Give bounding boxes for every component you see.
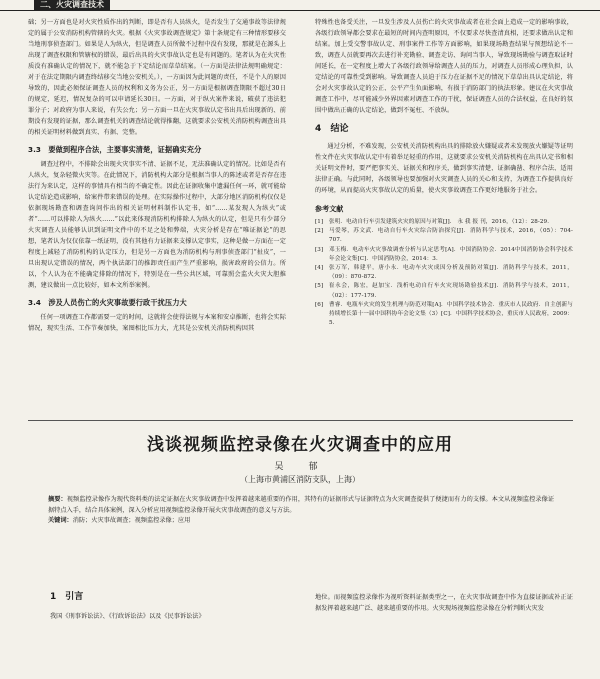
abstract-label: 摘要： — [48, 496, 67, 503]
reference-text: 张明．电动自行车引发建筑火灾的原因与对策[J]． 永 我 报 刊，2016，（12）：28-29． — [329, 219, 553, 225]
references-heading: 参考文献 — [315, 205, 344, 213]
left-column — [28, 17, 286, 334]
keywords-text: 消防；火灾事故调查；视频监控录像；应用 — [72, 517, 191, 524]
article-author: 吴 郁 — [274, 462, 326, 472]
reference-list — [315, 218, 573, 328]
article-title: 浅谈视频监控录像在火灾调查中的应用 — [147, 435, 453, 455]
section-heading: 3.4 涉及人员伤亡的火灾事故要行政干扰压力大 — [28, 298, 187, 307]
paragraph: 调查过程中，不排除会出现火灾事实不清、证据不足，无法准确认定的情况。比如是否有人纵火，复杂轻微火灾等。在此情况下，消防机构大部分是根据当事人的陈述或者是否存在违法行为来认定，这样的事情具有相当的不确定性。因此在证据收集中遗漏任何一环，就可能给认定结论造成影响，给案件带来错误的处理。在实际操作过程中，大部分地区消防机构仅仅是依据现场勘查和调查询问作出的相关证明材料制作认定书，如“……某发现人为纵火”或者“……可以排除人为纵火……”以此来体现消防机构排除人为纵火的认定，但是只有少部分火灾调查人员能够认识到证明文件中的不足之处和弊端，火灾分析是存在“唯证据论”的思想，笔者认为仅仅依靠一纸证明，没有其他有力证据来支撑认定事实，这种是做一方面在一定程度上减轻了消防机构的认定压力，但是另一方面也为消防机构与刑事侦查部门“扯皮”，一旦出现认定错误的情况，两个执法部门的推卸责任而产生严重影响，损害政府的公信力。所以，个人认为在不能确定排除的情况下，特别是在一些公共区域，可靠照会监火火灾大胆推测，建议做出一点比较好，如本文所举案例。 — [28, 161, 286, 289]
section-heading: 1 引言 — [50, 592, 84, 602]
keywords-label: 关键词： — [48, 517, 73, 524]
paragraph: 特殊性也备受关注，一旦发生涉及人员伤亡的火灾事故或者在社会面上造成一定的影响事故，各级行政领导都会要求在最短的时间内查明原因，不仅要求尽快查清真相，还要求做出认定和结案。加上受交警事故认定、刑事案件工作等方面影响，如果现场勘查结果与预想结论不一致，调查人员就要再次去进行补充勘验、调查走访、询问当事人，导致现场勘验与调查取证时间延长，在一定程度上增大了各级行政领导给调查人员的压力，对调查人员形成心理负担，认定结论的可靠性受到影响。导致调查人员迫于压力在证据不足的情况下草草出具认定结论，将会对火灾事故认定的公正、公平产生负面影响，有损于消防部门的执法形象。建议在火灾事故调查工作中，尽可能减少外界因素对调查工作的干扰，保证调查人员的合法权益，在良好的氛围中做出正确的认定结论，做到不冤枉、不放纵。 — [315, 19, 573, 114]
reference-number: [6] — [315, 301, 324, 308]
paragraph: 础；另一方面也是对火灾性质作出的判断，即是否有人员纵火，是否发生了交通事故等法律规定的属于公安消防机构管辖的火灾。根据《火灾事故调查规定》第十条规定有三种情形要移交当地刑事侦查部门。如果是人为纵火，但是调查人员所做不过程中没有发现，那就是在源头上出现了调查权限和管辖权的错误，最后出具的火灾事故认定也是有问题的。笔者认为在火灾性质没有准确认定的情况下，就不能急于下定结论而草草结案。（一方面是法律法规明确规定：对于在法定期限内调查终结移交当地公安机关。），一方面因为此问题的责任，不是个人的原因导致的，因此必须保证调查人员的权利和义务为公正，另一方面是根据调查期限不超过30日的规定，延迟，情况复杂的可以申请延长30日。一方面，对于纵火案件来说，破获了违法犯罪分子；对政府为事人来说，有失公允；另一方面一旦在火灾事故认定书出具后出现新的、前期没有发现的证据，那么调查机关的调查结论就得推翻，这就要求公安机关消防机构调查出具的相关证明材料做到真实、有据、完整。 — [28, 19, 286, 136]
reference-item — [315, 227, 573, 245]
reference-item — [315, 246, 573, 264]
right-column — [315, 17, 573, 328]
reference-text: 张万军，韩建平，唐小永．电动车火灾成因分析及预防对策[J]．消防科学与技术，2011，（09）：870-872． — [329, 265, 573, 281]
intro-left-column — [50, 592, 286, 622]
reference-item — [315, 301, 573, 329]
reference-text: 邓玉梅．电动车火灾事故调查分析与认定思考[A]．中国消防协会．2014中国消防协会科学技术年会论文集[C]．中国消防协会，2014：3． — [329, 246, 573, 262]
paragraph: 地位。而视频监控录像作为视听资料证据类型之一，在火灾事故调查中作为直接证据或补正证据发挥着越来越广泛、越来越重要的作用。火灾现场视频监控录像在分析判断火灾发 — [315, 594, 573, 612]
reference-text: 崔永会，陈宏，赵加宝．浅析电动自行车火灾现场勘验技术[J]．消防科学与技术，2011，（02）：177-179． — [329, 283, 573, 299]
abstract — [48, 495, 554, 516]
reference-item — [315, 218, 573, 227]
article-affiliation: （上海市黄浦区消防支队，上海） — [240, 475, 360, 484]
section-heading: 3.3 要做到程序合法，主要事实清楚，证据确实充分 — [28, 145, 202, 154]
paragraph: 任何一项调查工作都需要一定的时间，这就将会使得法规与本案和安卓推断，也将会实际情况，现实生活、工作节奏加快，案图相比压力大，尤其是公安机关消防机构因其 — [28, 314, 286, 332]
reference-number: [4] — [315, 265, 324, 272]
reference-item — [315, 264, 573, 282]
paragraph: 我国《刑事诉讼法》、《行政诉讼法》以及《民事诉讼法》 — [50, 613, 205, 620]
article-divider — [28, 420, 573, 421]
reference-number: [2] — [315, 228, 324, 235]
section-heading: 4 结论 — [315, 124, 349, 134]
section-tag: 二、火灾调查技术 — [34, 0, 110, 10]
reference-item — [315, 282, 573, 300]
reference-text: 曹睿．电瓶车火灾的发生机理与防范对策[A]．中国科学技术协会．重庆市人民政府．自主创新与持续增长第十一届中国科协年会论文集（3）[C]．中国科学技术协会，重庆市人民政府，2009：5． — [329, 301, 573, 327]
abstract-block — [48, 495, 554, 527]
intro-right-column — [315, 592, 573, 614]
keywords — [48, 516, 554, 527]
reference-number: [3] — [315, 246, 324, 253]
reference-text: 马爱琴，苏文武．电动自行车火灾综合防治探究[J]．消防科学与技术，2016，（05）：704-707． — [329, 228, 573, 244]
paragraph: 通过分析，不难发现，公安机关消防机构出具的排除放火嫌疑或者未发现放火嫌疑等证明性文件在火灾事故认定中有着举足轻重的作用，这就要求公安机关消防机构在出具认定书和相关证明文件时，要严把事实关、证据关和程序关，做到事实清楚、证据确凿、程序合法、适用法律正确。与此同时，各级领导也要加强对火灾调查人员的关心和支持，为调查工作提供良好的环境，从而提高火灾事故认定的质量，使火灾事故调查工作更好地服务于社会。 — [315, 143, 573, 194]
page-header — [0, 0, 600, 11]
reference-number: [5] — [315, 283, 324, 290]
reference-number: [1] — [315, 219, 324, 225]
abstract-text: 视频监控录像作为现代资料类的法定证据在火灾事故调查中发挥着越来越重要的作用，其特有的证据形式与证据特点为火灾调查提供了便捷而有力的支撑。本文从视频监控录像证据特点入手，结合具体案例，深入分析应用视频监控录像开展火灾事故调查的意义与方法。 — [48, 496, 555, 514]
